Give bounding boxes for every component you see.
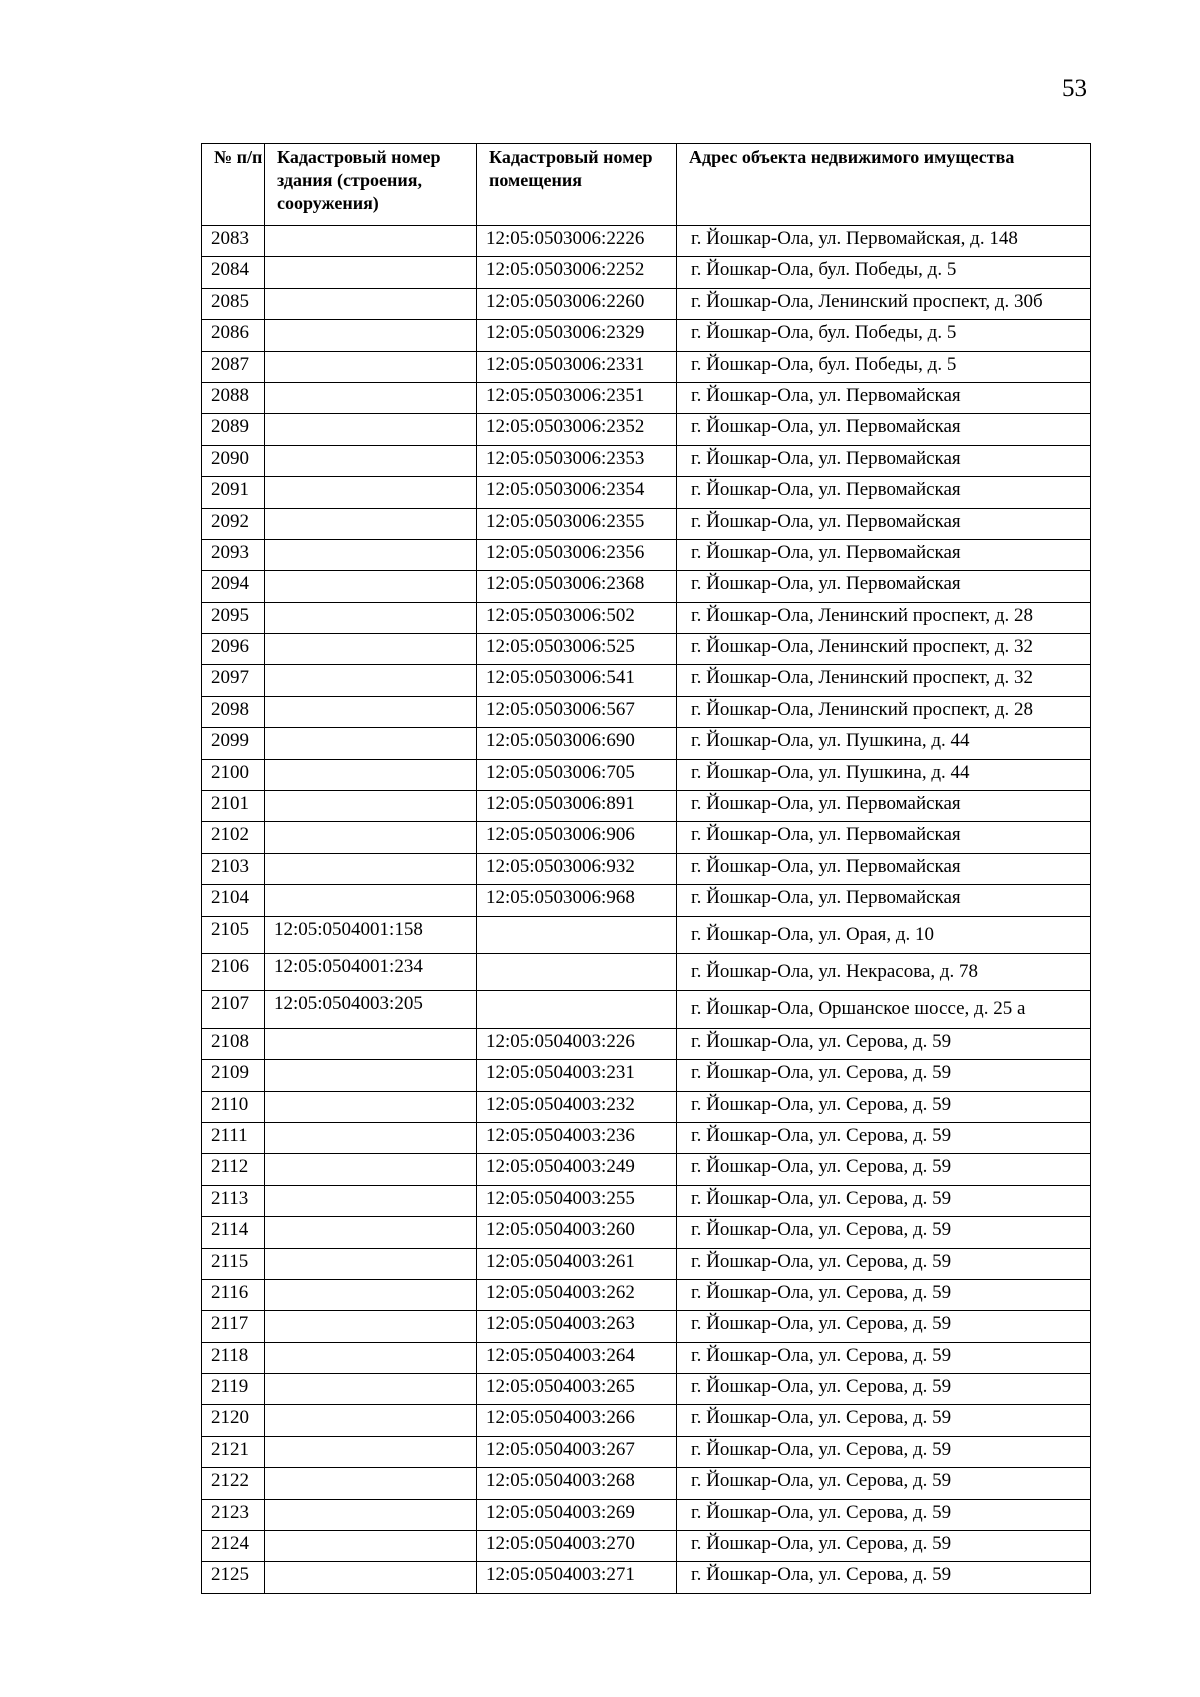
table-row — [202, 257, 1091, 288]
premises-cadastral-number-cell: 12:05:0503006:932 — [477, 853, 677, 884]
building-cadastral-number-cell — [265, 445, 477, 476]
building-cadastral-number-cell — [265, 1279, 477, 1310]
premises-cadastral-number-cell: 12:05:0504003:269 — [477, 1499, 677, 1530]
building-cadastral-number-cell — [265, 414, 477, 445]
table-row — [202, 1091, 1091, 1122]
row-number-cell: 2117 — [202, 1311, 265, 1342]
row-number-cell: 2124 — [202, 1531, 265, 1562]
address-cell: г. Йошкар-Ола, ул. Первомайская — [677, 382, 1091, 413]
row-number-cell: 2092 — [202, 508, 265, 539]
premises-cadastral-number-cell: 12:05:0504003:231 — [477, 1060, 677, 1091]
table-row — [202, 885, 1091, 916]
row-number-cell: 2122 — [202, 1468, 265, 1499]
address-cell: г. Йошкар-Ола, бул. Победы, д. 5 — [677, 351, 1091, 382]
table-row — [202, 1279, 1091, 1310]
building-cadastral-number-cell — [265, 1122, 477, 1153]
premises-cadastral-number-cell: 12:05:0503006:2252 — [477, 257, 677, 288]
address-cell: г. Йошкар-Ола, ул. Серова, д. 59 — [677, 1217, 1091, 1248]
address-cell: г. Йошкар-Ола, ул. Первомайская — [677, 539, 1091, 570]
premises-cadastral-number-cell — [477, 916, 677, 953]
table-row — [202, 477, 1091, 508]
header-row — [202, 144, 1091, 226]
address-cell: г. Йошкар-Ола, ул. Серова, д. 59 — [677, 1374, 1091, 1405]
address-cell: г. Йошкар-Ола, Ленинский проспект, д. 28 — [677, 696, 1091, 727]
table-row — [202, 1154, 1091, 1185]
row-number-cell: 2102 — [202, 822, 265, 853]
building-cadastral-number-cell — [265, 1531, 477, 1562]
building-cadastral-number-cell — [265, 320, 477, 351]
building-cadastral-number-cell — [265, 1374, 477, 1405]
building-cadastral-number-cell — [265, 1405, 477, 1436]
row-number-cell: 2094 — [202, 571, 265, 602]
table-row — [202, 1468, 1091, 1499]
building-cadastral-number-cell — [265, 1060, 477, 1091]
row-number-cell: 2120 — [202, 1405, 265, 1436]
building-cadastral-number-cell: 12:05:0504001:234 — [265, 953, 477, 990]
address-cell: г. Йошкар-Ола, бул. Победы, д. 5 — [677, 320, 1091, 351]
row-number-cell: 2085 — [202, 288, 265, 319]
address-cell: г. Йошкар-Ола, ул. Первомайская — [677, 477, 1091, 508]
address-cell: г. Йошкар-Ола, бул. Победы, д. 5 — [677, 257, 1091, 288]
row-number-cell: 2112 — [202, 1154, 265, 1185]
premises-cadastral-number-cell: 12:05:0503006:2368 — [477, 571, 677, 602]
table-row — [202, 571, 1091, 602]
table-row — [202, 1185, 1091, 1216]
row-number-cell: 2103 — [202, 853, 265, 884]
row-number-cell: 2123 — [202, 1499, 265, 1530]
row-number-cell: 2107 — [202, 991, 265, 1028]
header-building-cadastral-number: Кадастровый номер здания (строения, сооружения) — [265, 144, 477, 226]
building-cadastral-number-cell — [265, 1311, 477, 1342]
building-cadastral-number-cell — [265, 1562, 477, 1593]
address-cell: г. Йошкар-Ола, ул. Серова, д. 59 — [677, 1531, 1091, 1562]
premises-cadastral-number-cell: 12:05:0503006:2353 — [477, 445, 677, 476]
row-number-cell: 2096 — [202, 634, 265, 665]
premises-cadastral-number-cell: 12:05:0504003:236 — [477, 1122, 677, 1153]
table-row — [202, 539, 1091, 570]
address-cell: г. Йошкар-Ола, Ленинский проспект, д. 32 — [677, 665, 1091, 696]
row-number-cell: 2109 — [202, 1060, 265, 1091]
premises-cadastral-number-cell: 12:05:0503006:2356 — [477, 539, 677, 570]
table-body — [202, 226, 1091, 1594]
address-cell: г. Йошкар-Ола, ул. Серова, д. 59 — [677, 1468, 1091, 1499]
row-number-cell: 2093 — [202, 539, 265, 570]
address-cell: г. Йошкар-Ола, ул. Серова, д. 59 — [677, 1562, 1091, 1593]
row-number-cell: 2088 — [202, 382, 265, 413]
building-cadastral-number-cell — [265, 1499, 477, 1530]
row-number-cell: 2086 — [202, 320, 265, 351]
building-cadastral-number-cell — [265, 1154, 477, 1185]
table-header — [202, 144, 1091, 226]
table-row — [202, 1028, 1091, 1059]
row-number-cell: 2110 — [202, 1091, 265, 1122]
header-row-number: № п/п — [202, 144, 265, 226]
table-row — [202, 853, 1091, 884]
address-cell: г. Йошкар-Ола, ул. Серова, д. 59 — [677, 1342, 1091, 1373]
premises-cadastral-number-cell: 12:05:0504003:263 — [477, 1311, 677, 1342]
table-row — [202, 1311, 1091, 1342]
premises-cadastral-number-cell: 12:05:0504003:262 — [477, 1279, 677, 1310]
building-cadastral-number-cell — [265, 822, 477, 853]
premises-cadastral-number-cell — [477, 991, 677, 1028]
table-row — [202, 991, 1091, 1028]
building-cadastral-number-cell — [265, 791, 477, 822]
address-cell: г. Йошкар-Ола, ул. Серова, д. 59 — [677, 1091, 1091, 1122]
building-cadastral-number-cell — [265, 382, 477, 413]
building-cadastral-number-cell — [265, 539, 477, 570]
premises-cadastral-number-cell: 12:05:0503006:968 — [477, 885, 677, 916]
row-number-cell: 2097 — [202, 665, 265, 696]
row-number-cell: 2111 — [202, 1122, 265, 1153]
row-number-cell: 2101 — [202, 791, 265, 822]
building-cadastral-number-cell — [265, 1248, 477, 1279]
building-cadastral-number-cell — [265, 257, 477, 288]
row-number-cell: 2090 — [202, 445, 265, 476]
premises-cadastral-number-cell: 12:05:0503006:2355 — [477, 508, 677, 539]
premises-cadastral-number-cell: 12:05:0503006:502 — [477, 602, 677, 633]
row-number-cell: 2113 — [202, 1185, 265, 1216]
building-cadastral-number-cell — [265, 571, 477, 602]
table-row — [202, 1248, 1091, 1279]
address-cell: г. Йошкар-Ола, ул. Серова, д. 59 — [677, 1185, 1091, 1216]
row-number-cell: 2121 — [202, 1436, 265, 1467]
table-row — [202, 1531, 1091, 1562]
row-number-cell: 2104 — [202, 885, 265, 916]
address-cell: г. Йошкар-Ола, ул. Серова, д. 59 — [677, 1248, 1091, 1279]
table-row — [202, 916, 1091, 953]
building-cadastral-number-cell — [265, 288, 477, 319]
premises-cadastral-number-cell: 12:05:0504003:265 — [477, 1374, 677, 1405]
address-cell: г. Йошкар-Ола, ул. Первомайская, д. 148 — [677, 226, 1091, 257]
premises-cadastral-number-cell: 12:05:0504003:261 — [477, 1248, 677, 1279]
address-cell: г. Йошкар-Ола, ул. Орая, д. 10 — [677, 916, 1091, 953]
table-row — [202, 1060, 1091, 1091]
table-row — [202, 1499, 1091, 1530]
building-cadastral-number-cell — [265, 885, 477, 916]
table-row — [202, 288, 1091, 319]
table-row — [202, 226, 1091, 257]
table-row — [202, 759, 1091, 790]
premises-cadastral-number-cell: 12:05:0503006:2226 — [477, 226, 677, 257]
premises-cadastral-number-cell — [477, 953, 677, 990]
page-number: 53 — [1062, 75, 1087, 102]
address-cell: г. Йошкар-Ола, ул. Пушкина, д. 44 — [677, 759, 1091, 790]
premises-cadastral-number-cell: 12:05:0504003:226 — [477, 1028, 677, 1059]
address-cell: г. Йошкар-Ола, ул. Первомайская — [677, 445, 1091, 476]
address-cell: г. Йошкар-Ола, ул. Первомайская — [677, 885, 1091, 916]
row-number-cell: 2098 — [202, 696, 265, 727]
row-number-cell: 2115 — [202, 1248, 265, 1279]
address-cell: г. Йошкар-Ола, ул. Серова, д. 59 — [677, 1060, 1091, 1091]
table-row — [202, 696, 1091, 727]
row-number-cell: 2099 — [202, 728, 265, 759]
table-row — [202, 665, 1091, 696]
premises-cadastral-number-cell: 12:05:0503006:2351 — [477, 382, 677, 413]
premises-cadastral-number-cell: 12:05:0504003:268 — [477, 1468, 677, 1499]
premises-cadastral-number-cell: 12:05:0504003:232 — [477, 1091, 677, 1122]
building-cadastral-number-cell — [265, 728, 477, 759]
premises-cadastral-number-cell: 12:05:0503006:2331 — [477, 351, 677, 382]
address-cell: г. Йошкар-Ола, ул. Пушкина, д. 44 — [677, 728, 1091, 759]
table-row — [202, 1405, 1091, 1436]
table-row — [202, 634, 1091, 665]
building-cadastral-number-cell — [265, 665, 477, 696]
header-property-address: Адрес объекта недвижимого имущества — [677, 144, 1091, 226]
row-number-cell: 2089 — [202, 414, 265, 445]
premises-cadastral-number-cell: 12:05:0503006:705 — [477, 759, 677, 790]
property-register-table — [201, 143, 1091, 1594]
premises-cadastral-number-cell: 12:05:0503006:891 — [477, 791, 677, 822]
table-row — [202, 1562, 1091, 1593]
row-number-cell: 2095 — [202, 602, 265, 633]
table-row — [202, 953, 1091, 990]
address-cell: г. Йошкар-Ола, ул. Первомайская — [677, 822, 1091, 853]
address-cell: г. Йошкар-Ола, ул. Первомайская — [677, 853, 1091, 884]
building-cadastral-number-cell — [265, 634, 477, 665]
row-number-cell: 2125 — [202, 1562, 265, 1593]
row-number-cell: 2119 — [202, 1374, 265, 1405]
address-cell: г. Йошкар-Ола, ул. Серова, д. 59 — [677, 1154, 1091, 1185]
table-row — [202, 1217, 1091, 1248]
row-number-cell: 2100 — [202, 759, 265, 790]
table-row — [202, 1122, 1091, 1153]
building-cadastral-number-cell — [265, 477, 477, 508]
premises-cadastral-number-cell: 12:05:0504003:264 — [477, 1342, 677, 1373]
building-cadastral-number-cell — [265, 602, 477, 633]
premises-cadastral-number-cell: 12:05:0504003:271 — [477, 1562, 677, 1593]
table-row — [202, 382, 1091, 413]
row-number-cell: 2084 — [202, 257, 265, 288]
premises-cadastral-number-cell: 12:05:0503006:2260 — [477, 288, 677, 319]
premises-cadastral-number-cell: 12:05:0504003:249 — [477, 1154, 677, 1185]
premises-cadastral-number-cell: 12:05:0504003:267 — [477, 1436, 677, 1467]
address-cell: г. Йошкар-Ола, ул. Некрасова, д. 78 — [677, 953, 1091, 990]
building-cadastral-number-cell — [265, 853, 477, 884]
building-cadastral-number-cell — [265, 351, 477, 382]
building-cadastral-number-cell — [265, 1217, 477, 1248]
premises-cadastral-number-cell: 12:05:0503006:906 — [477, 822, 677, 853]
table-row — [202, 1436, 1091, 1467]
address-cell: г. Йошкар-Ола, ул. Серова, д. 59 — [677, 1499, 1091, 1530]
premises-cadastral-number-cell: 12:05:0503006:2352 — [477, 414, 677, 445]
building-cadastral-number-cell — [265, 508, 477, 539]
address-cell: г. Йошкар-Ола, ул. Серова, д. 59 — [677, 1279, 1091, 1310]
address-cell: г. Йошкар-Ола, ул. Первомайская — [677, 571, 1091, 602]
premises-cadastral-number-cell: 12:05:0504003:266 — [477, 1405, 677, 1436]
premises-cadastral-number-cell: 12:05:0504003:270 — [477, 1531, 677, 1562]
table-row — [202, 414, 1091, 445]
building-cadastral-number-cell — [265, 226, 477, 257]
address-cell: г. Йошкар-Ола, ул. Первомайская — [677, 414, 1091, 445]
building-cadastral-number-cell — [265, 1185, 477, 1216]
address-cell: г. Йошкар-Ола, ул. Серова, д. 59 — [677, 1122, 1091, 1153]
row-number-cell: 2091 — [202, 477, 265, 508]
table-row — [202, 1342, 1091, 1373]
address-cell: г. Йошкар-Ола, Ленинский проспект, д. 32 — [677, 634, 1091, 665]
building-cadastral-number-cell — [265, 759, 477, 790]
building-cadastral-number-cell: 12:05:0504001:158 — [265, 916, 477, 953]
row-number-cell: 2106 — [202, 953, 265, 990]
address-cell: г. Йошкар-Ола, ул. Серова, д. 59 — [677, 1436, 1091, 1467]
header-premises-cadastral-number: Кадастровый номер помещения — [477, 144, 677, 226]
row-number-cell: 2083 — [202, 226, 265, 257]
building-cadastral-number-cell — [265, 1468, 477, 1499]
address-cell: г. Йошкар-Ола, ул. Серова, д. 59 — [677, 1028, 1091, 1059]
table-row — [202, 728, 1091, 759]
table-row — [202, 445, 1091, 476]
address-cell: г. Йошкар-Ола, ул. Серова, д. 59 — [677, 1311, 1091, 1342]
premises-cadastral-number-cell: 12:05:0504003:260 — [477, 1217, 677, 1248]
premises-cadastral-number-cell: 12:05:0503006:2354 — [477, 477, 677, 508]
building-cadastral-number-cell — [265, 1436, 477, 1467]
premises-cadastral-number-cell: 12:05:0504003:255 — [477, 1185, 677, 1216]
premises-cadastral-number-cell: 12:05:0503006:525 — [477, 634, 677, 665]
row-number-cell: 2108 — [202, 1028, 265, 1059]
premises-cadastral-number-cell: 12:05:0503006:2329 — [477, 320, 677, 351]
address-cell: г. Йошкар-Ола, ул. Серова, д. 59 — [677, 1405, 1091, 1436]
building-cadastral-number-cell — [265, 1342, 477, 1373]
table-row — [202, 351, 1091, 382]
row-number-cell: 2118 — [202, 1342, 265, 1373]
address-cell: г. Йошкар-Ола, Ленинский проспект, д. 28 — [677, 602, 1091, 633]
table-row — [202, 822, 1091, 853]
table-row — [202, 791, 1091, 822]
row-number-cell: 2105 — [202, 916, 265, 953]
table-row — [202, 508, 1091, 539]
building-cadastral-number-cell — [265, 1028, 477, 1059]
table-row — [202, 320, 1091, 351]
premises-cadastral-number-cell: 12:05:0503006:541 — [477, 665, 677, 696]
premises-cadastral-number-cell: 12:05:0503006:690 — [477, 728, 677, 759]
address-cell: г. Йошкар-Ола, Оршанское шоссе, д. 25 а — [677, 991, 1091, 1028]
row-number-cell: 2116 — [202, 1279, 265, 1310]
table-row — [202, 602, 1091, 633]
building-cadastral-number-cell: 12:05:0504003:205 — [265, 991, 477, 1028]
address-cell: г. Йошкар-Ола, ул. Первомайская — [677, 791, 1091, 822]
row-number-cell: 2114 — [202, 1217, 265, 1248]
building-cadastral-number-cell — [265, 696, 477, 727]
building-cadastral-number-cell — [265, 1091, 477, 1122]
table-row — [202, 1374, 1091, 1405]
row-number-cell: 2087 — [202, 351, 265, 382]
premises-cadastral-number-cell: 12:05:0503006:567 — [477, 696, 677, 727]
address-cell: г. Йошкар-Ола, Ленинский проспект, д. 30б — [677, 288, 1091, 319]
address-cell: г. Йошкар-Ола, ул. Первомайская — [677, 508, 1091, 539]
